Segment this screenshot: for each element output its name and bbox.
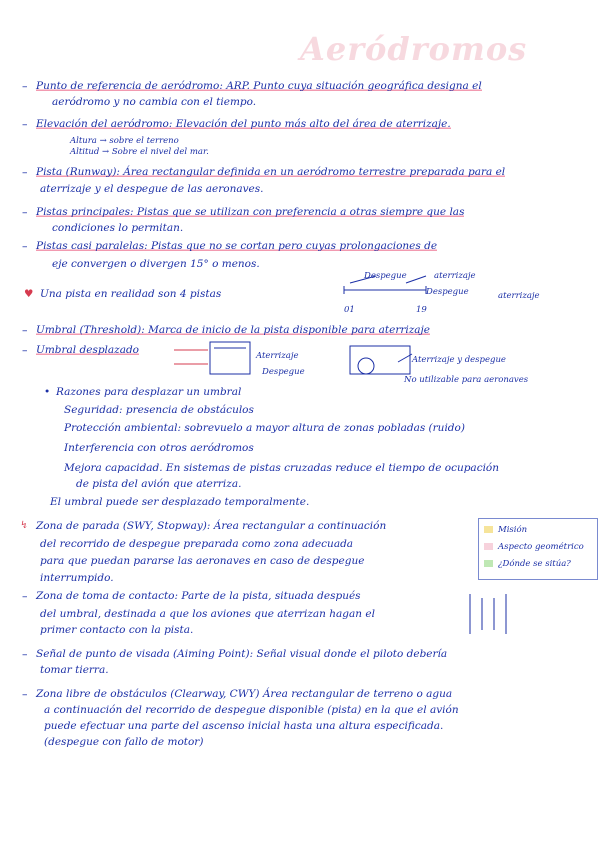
dash-marker: – (22, 118, 28, 131)
dash-marker: – (22, 240, 28, 253)
text-line: del umbral, destinada a que los aviones que aterrizan hagan el (40, 608, 375, 620)
text-line: a continuación del recorrido de despegue disponible (pista) en la que el avión (44, 704, 459, 716)
legend-swatch-pink (484, 543, 493, 550)
legend-label: Aspecto geométrico (498, 542, 584, 552)
diagram-label: 01 (344, 305, 355, 315)
dash-marker: – (22, 648, 28, 661)
text-line: Señal de punto de visada (Aiming Point): Señal visual donde el piloto debería (36, 648, 448, 660)
text-line: Mejora capacidad. En sistemas de pistas cruzadas reduce el tiempo de ocupación (64, 462, 500, 474)
text-line: interrumpido. (40, 572, 114, 584)
text-line: eje convergen o divergen 15° o menos. (52, 258, 260, 270)
text-line: Zona de parada (SWY, Stopway): Área rectangular a continuación (36, 520, 387, 532)
text-line: puede efectuar una parte del ascenso inicial hasta una altura especificada. (44, 720, 444, 732)
dash-marker: – (22, 206, 28, 219)
text-line: primer contacto con la pista. (40, 624, 194, 636)
text-line: El umbral puede ser desplazado temporalmente. (50, 496, 310, 508)
text-line: Zona libre de obstáculos (Clearway, CWY) Área rectangular de terreno o agua (36, 688, 453, 700)
diagram-label: Despegue (426, 287, 469, 297)
text-line: Elevación del aeródromo: Elevación del punto más alto del área de aterrizaje. (36, 118, 451, 130)
text-line: de pista del avión que aterriza. (76, 478, 242, 490)
text-line: Altura → sobre el terreno (70, 136, 179, 146)
dash-marker: – (22, 344, 28, 357)
text-line: Protección ambiental: sobrevuelo a mayor altura de zonas pobladas (ruido) (64, 422, 465, 434)
text-line: Seguridad: presencia de obstáculos (64, 404, 254, 416)
text-line: Interferencia con otros aeródromos (64, 442, 254, 454)
touchdown-marks-sketch (464, 590, 524, 640)
diagram-label: Aterrizaje (256, 351, 299, 361)
text-line: Punto de referencia de aeródromo: ARP. Punto cuya situación geográfica designa el (36, 80, 482, 92)
text-line: condiciones lo permitan. (52, 222, 184, 234)
text-line: Umbral desplazado (36, 344, 140, 356)
legend-swatch-green (484, 560, 493, 567)
diagram-label: aterrizaje (434, 271, 476, 281)
legend-label: Misión (498, 525, 528, 535)
text-line: Razones para desplazar un umbral (56, 386, 242, 398)
legend-swatch-yellow (484, 526, 493, 533)
text-line: Zona de toma de contacto: Parte de la pista, situada después (36, 590, 361, 602)
page-title: Aeródromos (300, 30, 528, 68)
text-line: (despegue con fallo de motor) (44, 736, 204, 748)
text-line: del recorrido de despegue preparada como zona adecuada (40, 538, 354, 550)
text-line: Pista (Runway): Área rectangular definida en un aeródromo terrestre preparada para el (36, 166, 506, 178)
heart-bullet-icon: ♥ (24, 288, 34, 300)
diagram-label: No utilizable para aeronaves (404, 375, 529, 385)
text-line: Pistas principales: Pistas que se utilizan con preferencia a otras siempre que las (36, 206, 465, 218)
dash-marker: – (22, 324, 28, 337)
dash-marker: – (22, 166, 28, 179)
text-line: tomar tierra. (40, 664, 109, 676)
text-line: Pistas casi paralelas: Pistas que no se cortan pero cuyas prolongaciones de (36, 240, 438, 252)
diagram-label: Despegue (364, 271, 407, 281)
text-line: aterrizaje y el despegue de las aeronaves. (40, 183, 264, 195)
text-line: Una pista en realidad son 4 pistas (40, 288, 222, 300)
arrow-icon: ↯ (20, 520, 29, 531)
dash-marker: – (22, 80, 28, 93)
text-line: Altitud → Sobre el nivel del mar. (70, 147, 209, 157)
diagram-label: aterrizaje (498, 291, 540, 301)
bullet-dot: • (44, 386, 51, 398)
dash-marker: – (22, 688, 28, 701)
diagram-label: 19 (416, 305, 427, 315)
diagram-label: Aterrizaje y despegue (412, 355, 506, 365)
legend-label: ¿Dónde se sitúa? (498, 559, 571, 569)
text-line: Umbral (Threshold): Marca de inicio de la pista disponible para aterrizaje (36, 324, 431, 336)
text-line: aeródromo y no cambia con el tiempo. (52, 96, 257, 108)
dash-marker: – (22, 590, 28, 603)
diagram-label: Despegue (262, 367, 305, 377)
text-line: para que puedan pararse las aeronaves en caso de despegue (40, 555, 365, 567)
